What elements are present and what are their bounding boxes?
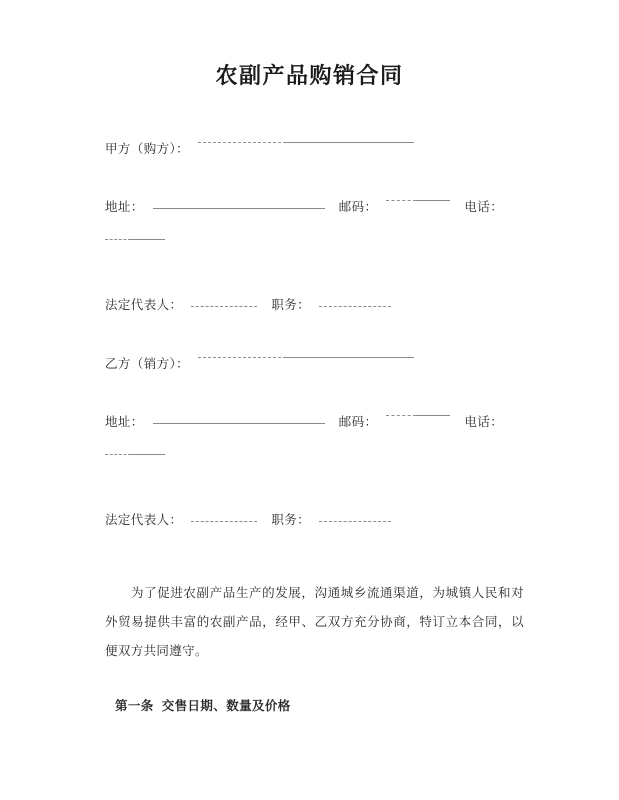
buyer-representative-row	[105, 294, 524, 315]
seller-address-row	[105, 411, 524, 432]
seller-phone-row	[105, 450, 524, 471]
clause-one-title: 交售日期、数量及价格	[161, 698, 291, 714]
seller-representative-input[interactable]	[191, 520, 257, 522]
seller-position-input[interactable]	[319, 520, 391, 522]
buyer-postcode-label: 邮码：	[338, 199, 378, 215]
preamble-paragraph: 为了促进农副产品生产的发展，沟通城乡流通渠道，为城镇人民和对外贸易提供丰富的农副产品，经甲、乙双方充分协商，特订立本合同，以便双方共同遵守。	[105, 585, 524, 659]
seller-position-label: 职务：	[271, 512, 311, 528]
page-title: 农副产品购销合同	[215, 64, 404, 89]
buyer-party-input[interactable]	[198, 141, 414, 142]
seller-address-input[interactable]	[153, 422, 325, 424]
buyer-position-label: 职务：	[271, 297, 311, 313]
seller-party-input[interactable]	[198, 356, 414, 357]
seller-postcode-input[interactable]	[386, 414, 450, 415]
seller-representative-label: 法定代表人：	[105, 512, 183, 528]
seller-phone-input[interactable]	[105, 453, 165, 454]
buyer-address-input[interactable]	[153, 207, 325, 209]
clause-one-number: 第一条	[115, 698, 154, 714]
seller-phone-label: 电话：	[464, 414, 504, 430]
seller-postcode-label: 邮码：	[338, 414, 378, 430]
seller-party-row	[105, 353, 524, 374]
buyer-phone-row	[105, 235, 524, 256]
buyer-address-row	[105, 196, 524, 217]
buyer-party-row	[105, 138, 524, 159]
buyer-position-input[interactable]	[319, 305, 391, 307]
buyer-phone-input[interactable]	[105, 238, 165, 239]
buyer-postcode-input[interactable]	[386, 199, 450, 200]
buyer-party-label: 甲方（购方）：	[105, 141, 190, 157]
buyer-phone-label: 电话：	[464, 199, 504, 215]
seller-party-label: 乙方（销方）：	[105, 356, 190, 372]
seller-representative-row	[105, 509, 524, 530]
buyer-address-label: 地址：	[105, 199, 144, 215]
clause-one-heading	[105, 695, 524, 716]
buyer-representative-label: 法定代表人：	[105, 297, 183, 313]
buyer-representative-input[interactable]	[191, 305, 257, 307]
seller-address-label: 地址：	[105, 414, 144, 430]
